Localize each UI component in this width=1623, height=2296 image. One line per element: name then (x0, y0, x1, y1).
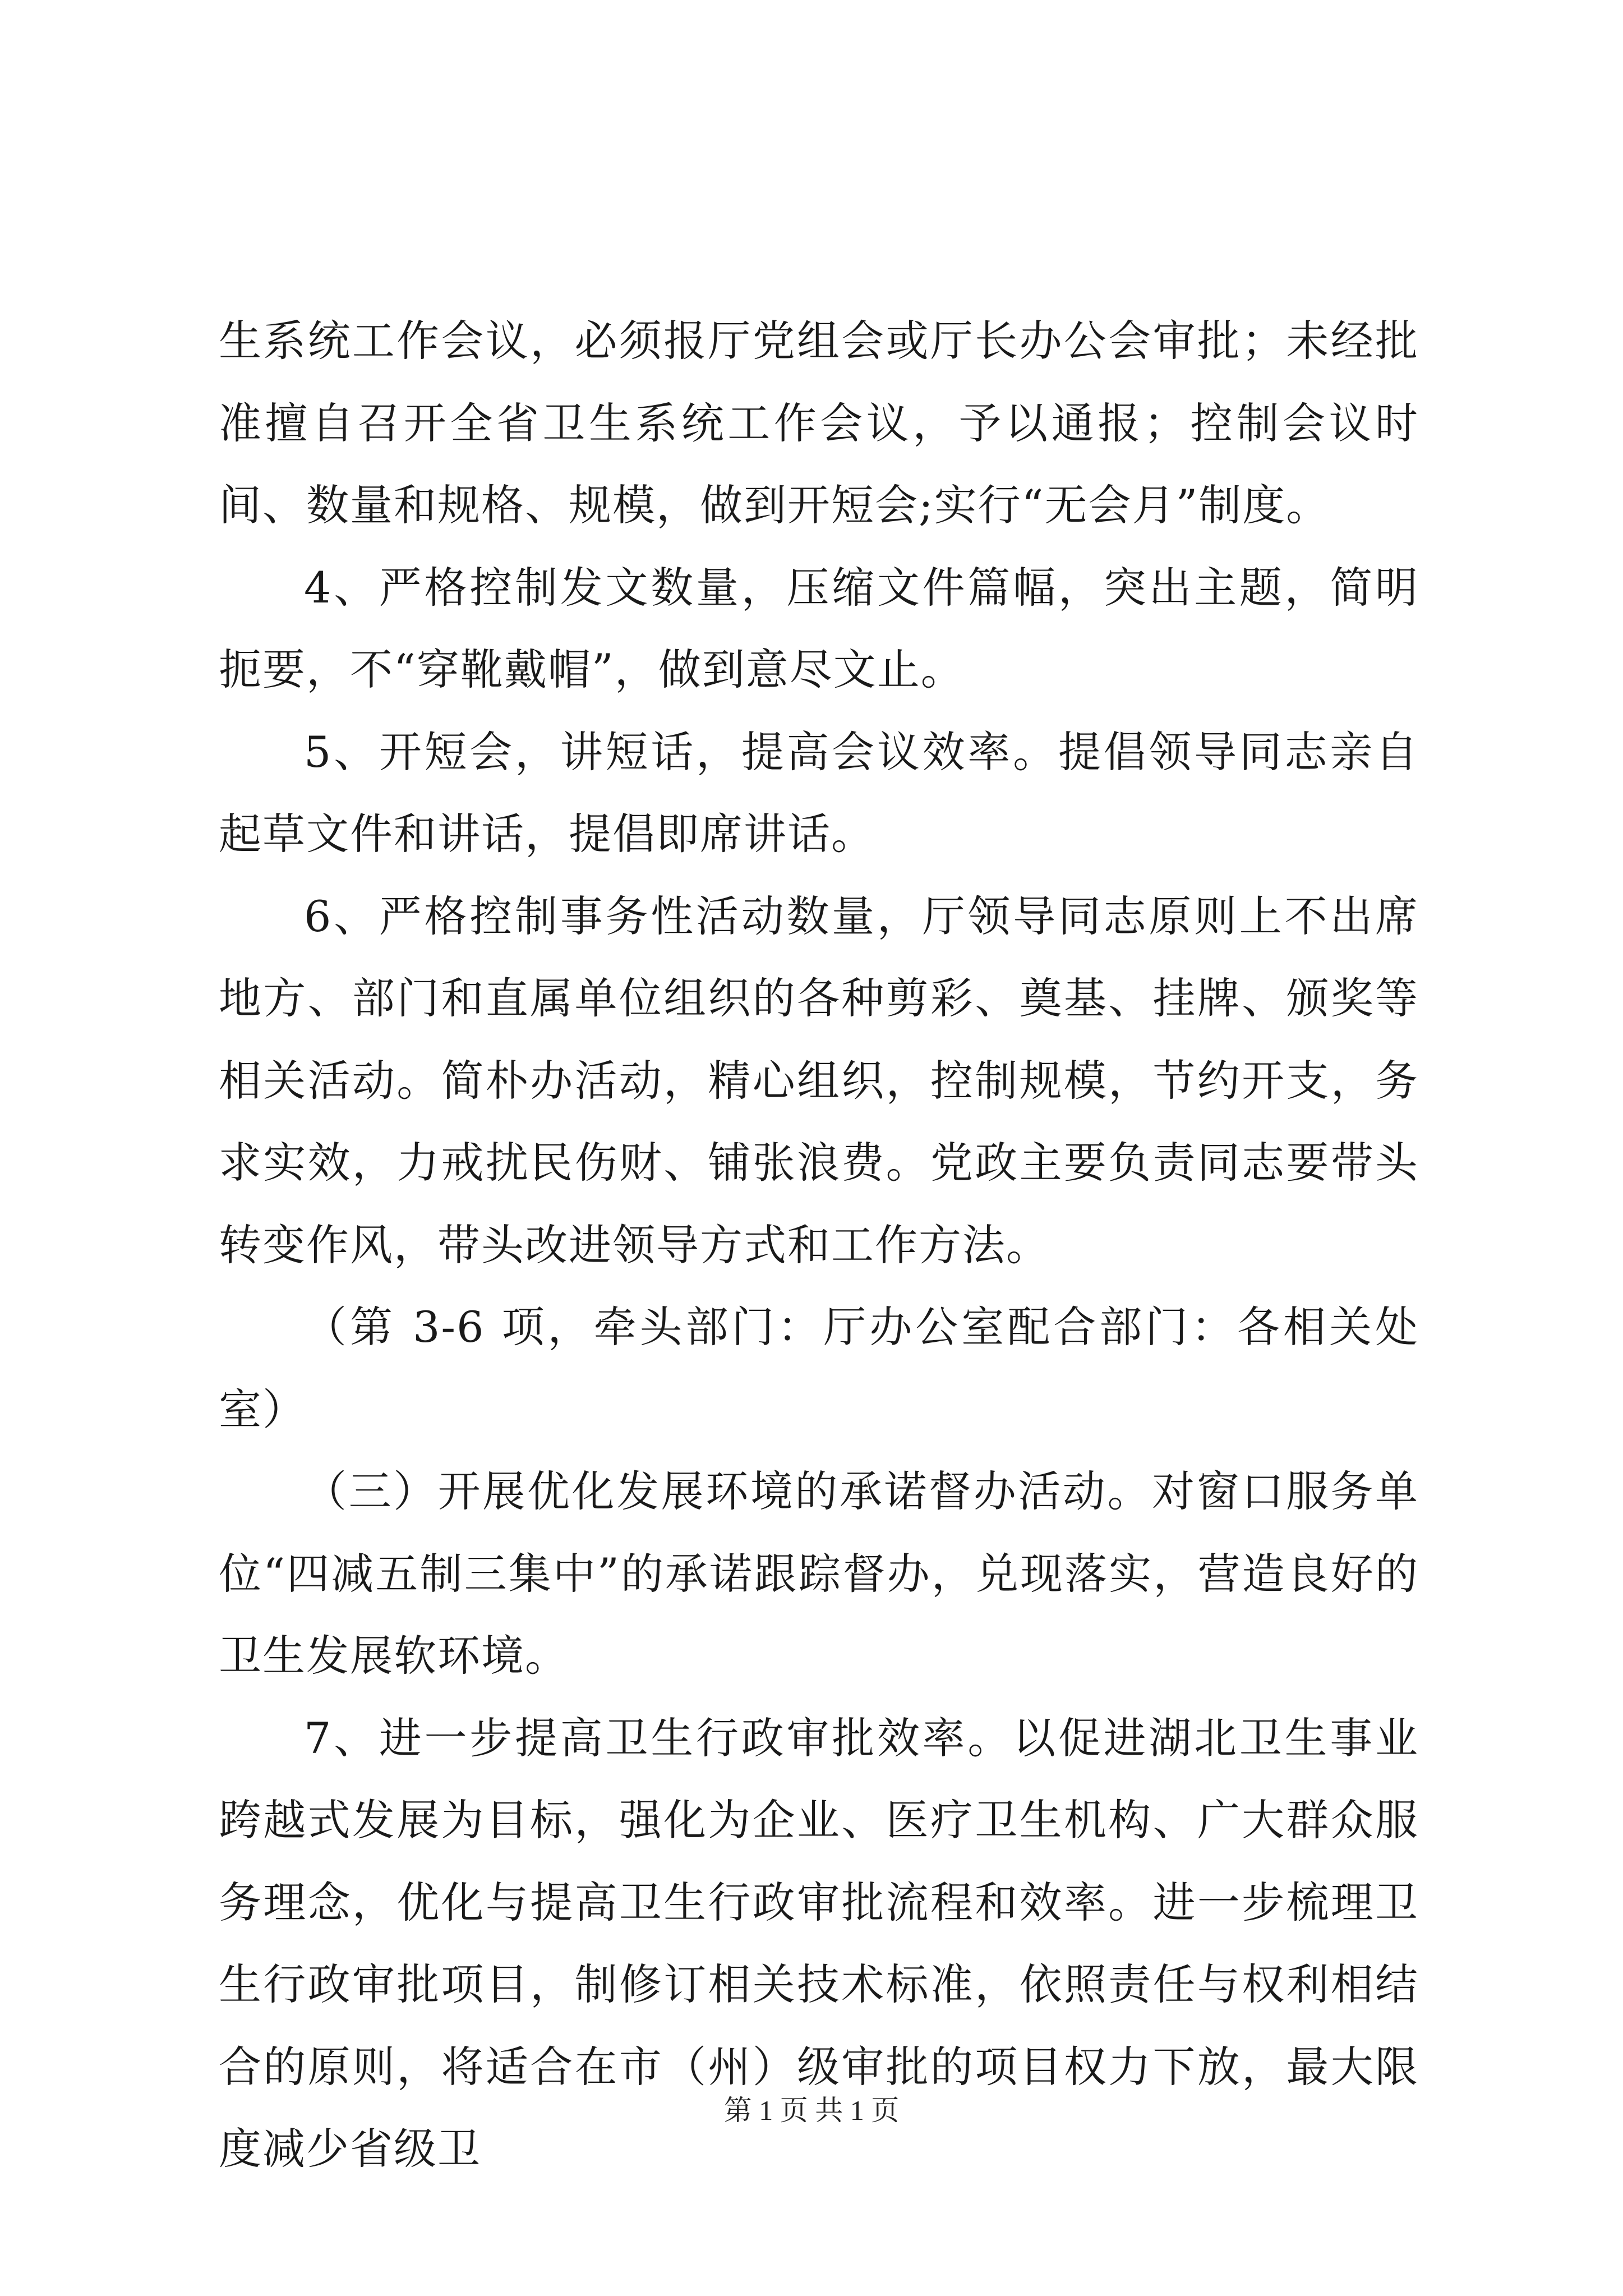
paragraph-item-6: 6、严格控制事务性活动数量，厅领导同志原则上不出席地方、部门和直属单位组织的各种剪彩、奠基、挂牌、颁奖等相关活动。简朴办活动，精心组织，控制规模，节约开支，务求实效，力戒扰民伤财、铺张浪费。党政主要负责同志要带头转变作风，带头改进领导方式和工作方法。 (219, 891, 1419, 1270)
paragraph-item-7: 7、进一步提高卫生行政审批效率。以促进湖北卫生事业跨越式发展为目标，强化为企业、医疗卫生机构、广大群众服务理念，优化与提高卫生行政审批流程和效率。进一步梳理卫生行政审批项目，制修订相关技术标准，依照责任与权利相结合的原则，将适合在市（州）级审批的项目权力下放，最大限度减少省级卫 (219, 1713, 1419, 2174)
paragraph-item-5: 5、开短会，讲短话，提高会议效率。提倡领导同志亲自起草文件和讲话，提倡即席讲话。 (219, 726, 1419, 859)
paragraph-responsibility-note: （第 3-6 项，牵头部门：厅办公室配合部门：各相关处室） (219, 1302, 1419, 1434)
document-body (219, 300, 1419, 2191)
paragraph-section-3: （三）开展优化发展环境的承诺督办活动。对窗口服务单位“四减五制三集中”的承诺跟踪督办，兑现落实，营造良好的卫生发展软环境。 (219, 1466, 1419, 1681)
paragraph-item-4: 4、严格控制发文数量，压缩文件篇幅，突出主题，简明扼要，不“穿靴戴帽”，做到意尽文止。 (219, 562, 1419, 694)
page-footer: 第 1 页 共 1 页 (723, 2095, 900, 2126)
paragraph-continuation: 生系统工作会议，必须报厅党组会或厅长办公会审批；未经批准擅自召开全省卫生系统工作会议，予以通报；控制会议时间、数量和规格、规模，做到开短会;实行“无会月”制度。 (219, 316, 1419, 530)
